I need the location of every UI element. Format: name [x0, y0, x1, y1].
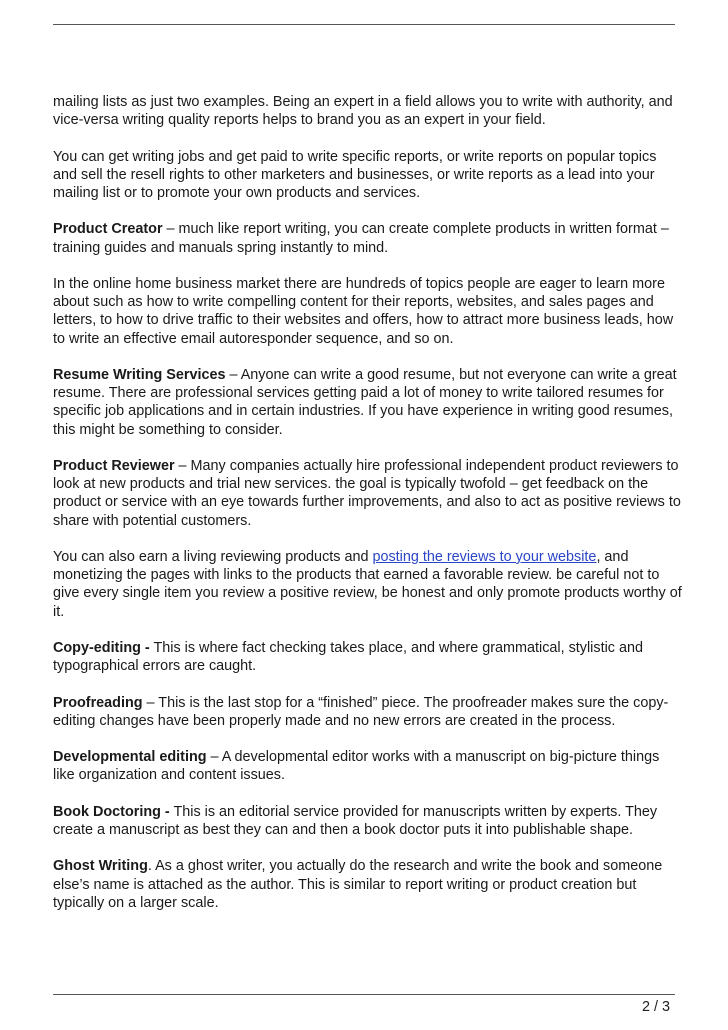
paragraph-copy-editing [53, 639, 683, 675]
paragraph-online-market [53, 275, 683, 348]
paragraph-text: mailing lists as just two examples. Being an expert in a field allows you to write with authority, and vice-versa writing quality reports helps to brand you as an expert in your field. [53, 94, 673, 129]
paragraph-resume-writing [53, 366, 683, 439]
term-heading: Proofreading [53, 694, 143, 711]
term-heading: Book Doctoring - [53, 803, 170, 820]
term-heading: Developmental editing [53, 749, 207, 766]
footer-rule [53, 994, 675, 995]
term-heading: Resume Writing Services [53, 366, 226, 383]
paragraph-product-creator [53, 220, 683, 256]
paragraph-text: – much like report writing, you can create complete products in written format – training guides and manuals spring instantly to mind. [53, 221, 669, 256]
header-rule [53, 24, 675, 25]
posting-reviews-link[interactable]: posting the reviews to your website [372, 548, 597, 565]
term-heading: Product Reviewer [53, 457, 175, 474]
paragraph-text: This is where fact checking takes place, and where grammatical, stylistic and typographical errors are caught. [53, 639, 643, 675]
paragraph-writing-jobs [53, 148, 683, 203]
paragraph-developmental-editing [53, 748, 683, 784]
paragraph-proofreading [53, 694, 683, 730]
paragraph-intro-continuation [53, 93, 683, 129]
paragraph-text: – Anyone can write a good resume, but not everyone can write a great resume. There are professional services getting paid a lot of money to write tailored resumes for specific job applications and in certain industries. If you have experience in writing good resumes, this might be something to consider. [53, 366, 677, 438]
paragraph-ghost-writing [53, 857, 683, 912]
paragraph-text: – Many companies actually hire professional independent product reviewers to look at new products and trial new services. the goal is typically twofold – get feedback on the product or service with an eye towards further improvements, and also to act as positive reviews to share with potential customers. [53, 457, 681, 529]
term-heading: Ghost Writing [53, 858, 148, 875]
paragraph-text-lead: You can also earn a living reviewing products and [53, 548, 373, 565]
paragraph-text: – A developmental editor works with a manuscript on big-picture things like organization and content issues. [53, 749, 660, 784]
paragraph-text: , and monetizing the pages with links to the products that earned a favorable review. be careful not to give every single item you review a positive review, be honest and only promote products worthy of it. [53, 548, 682, 620]
paragraph-product-reviewer [53, 457, 683, 530]
paragraph-text: This is an editorial service provided for manuscripts written by experts. They create a manuscript as best they can and then a book doctor puts it into publishable shape. [53, 803, 658, 838]
page-number: 2 / 3 [641, 999, 670, 1015]
paragraph-text: . As a ghost writer, you actually do the research and write the book and someone else’s name is attached as the author. This is similar to report writing or product creation but typically on a larger scale. [53, 858, 663, 911]
document-body [53, 93, 683, 930]
term-heading: Product Creator [53, 221, 163, 238]
paragraph-book-doctoring [53, 803, 683, 839]
term-heading: Copy-editing - [53, 639, 150, 656]
paragraph-text: In the online home business market there are hundreds of topics people are eager to learn more about such as how to write compelling content for their reports, websites, and sales pages and letters, to how to drive traffic to their websites and offers, how to attract more business leads, how to write an effective email autoresponder sequence, and so on. [53, 275, 674, 347]
paragraph-reviewing-products [53, 548, 683, 621]
paragraph-text: – This is the last stop for a “finished” piece. The proofreader makes sure the copy-editing changes have been properly made and no new errors are created in the process. [53, 694, 669, 729]
paragraph-text: You can get writing jobs and get paid to write specific reports, or write reports on popular topics and sell the resell rights to other marketers and businesses, or write reports as a lead into your mailing list or to promote your own products and services. [53, 148, 657, 201]
